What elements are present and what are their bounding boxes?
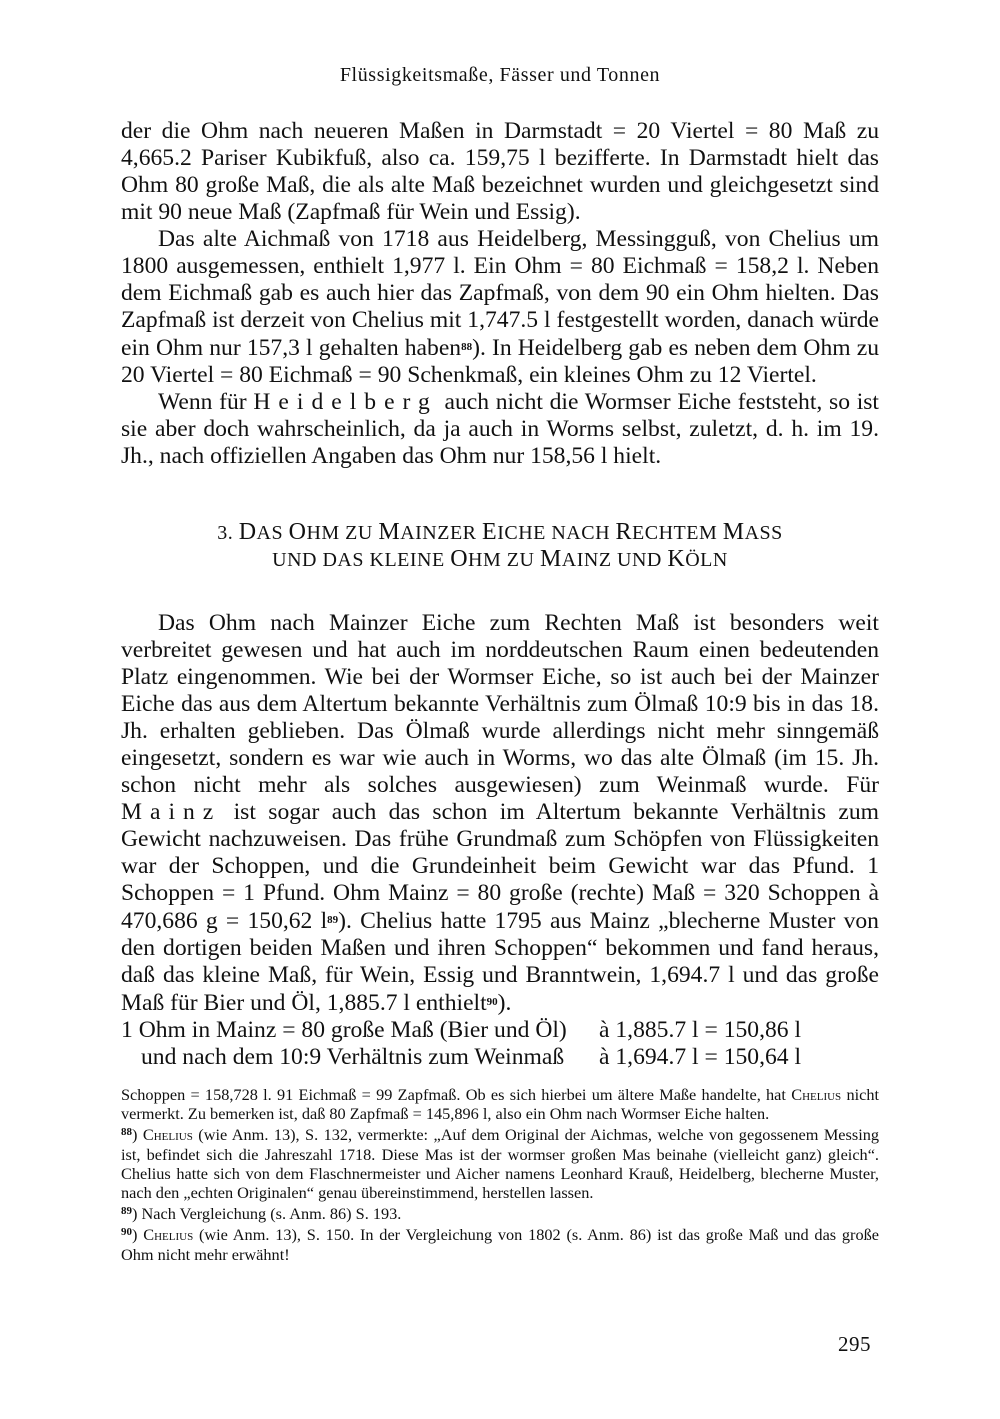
measure-value: à 1,885.7 l = 150,86 l	[599, 1017, 802, 1043]
footnote-90: $^{90}$) Chelius (wie Anm. 13), S. 150. In der Vergleichung von 1802 (s. Anm. 86) ist das große Maß und das große Ohm nicht mehr erwähnt!	[121, 1225, 879, 1264]
heading-small-caps: AINZ UND	[561, 549, 668, 571]
author-name: Chelius	[143, 1225, 194, 1245]
paragraph-darmstadt: der die Ohm nach neueren Maßen in Darmstadt = 20 Viertel = 80 Maß zu 4,665.2 Pariser Kubikfuß, also ca. 159,75 l bezifferte. In Darmstadt hielt das Ohm 80 große Maß, die als alte Maß bezeichnet wurden und gleichgesetzt sind mit 90 neue Maß (Zapfmaß für Wein und Essig).	[121, 118, 879, 225]
section-heading-title	[238, 519, 783, 545]
heading-small-caps: ASS	[744, 522, 783, 544]
author-name: Chelius	[791, 1085, 842, 1104]
heading-capital: E	[482, 519, 498, 545]
footnote-number: 89	[121, 1205, 132, 1218]
measure-label: und nach dem 10:9 Verhältnis zum Weinmaß	[141, 1044, 565, 1070]
heading-small-caps: HM ZU	[468, 549, 540, 571]
text-run: (wie Anm. 13), S. 150. In der Vergleichung von 1802 (s. Anm. 86) ist das große Maß und das große Ohm nicht mehr erwähnt!	[121, 1225, 879, 1264]
page-number: 295	[838, 1332, 871, 1356]
heading-capital: R	[615, 519, 633, 545]
heading-small-caps: UND DAS KLEINE	[272, 549, 451, 571]
text-run: Wenn für	[158, 389, 254, 415]
heading-small-caps: ECHTEM	[632, 522, 723, 544]
measure-row-bier-oel	[121, 1017, 879, 1044]
heading-small-caps: AINZER	[400, 522, 483, 544]
text-run: nicht vermerkt. Zu bemerken ist, daß 80 Zapfmaß = 145,896 l, also ein Ohm nach Wormser Eiche halten.	[121, 1085, 879, 1124]
text-run: Schoppen = 158,728 l. 91 Eichmaß = 99 Zapfmaß. Ob es sich hierbei um ältere Maße handelte, hat	[121, 1085, 792, 1104]
footnote-ref-88[interactable]: 88	[461, 341, 473, 353]
main-text	[121, 118, 879, 1071]
footnote-continuation	[121, 1085, 879, 1123]
heading-small-caps: ICHE NACH	[497, 522, 616, 544]
text-run: ist sogar auch das schon im Altertum bekannte Verhältnis zum Gewicht nachzuweisen. Das frühe Grundmaß zum Schöpfen von Flüssigkeiten war der Schoppen, und die Grundeinheit beim Gewicht war das Pfund. 1 Schoppen = 1 Pfund. Ohm Mainz = 80 große (rechte) Maß = 320 Schoppen à 470,686 g = 150,62 l	[121, 799, 879, 934]
text-run: Das Ohm nach Mainzer Eiche zum Rechten Maß ist besonders weit verbreitet gewesen und hat auch im norddeutschen Raum einen bedeutenden Platz eingenommen. Wie bei der Wormser Eiche, so ist auch bei der Mainzer Eiche das aus dem Altertum bekannte Verhältnis zum Ölmaß 10:9 bis in das 18. Jh. erhalten geblieben. Das Ölmaß wurde allerdings nicht mehr sinngemäß eingesetzt, sondern es war wie auch in Worms, wo das alte Ölmaß (im 15. Jh. schon nicht mehr als solches ausgewiesen) zum Weinmaß wurde. Für	[121, 610, 879, 798]
section-number: 3.	[217, 522, 234, 544]
text-run: ).	[497, 990, 512, 1016]
heading-capital: M	[378, 519, 401, 545]
footnote-89: $^{89}$) Nach Vergleichung (s. Anm. 86) S. 193.	[121, 1204, 402, 1224]
paragraph-mainzer-eiche	[121, 610, 879, 1017]
heading-small-caps: AS	[256, 522, 289, 544]
paragraph-heidelberg-aichmass	[121, 226, 879, 389]
running-header: Flüssigkeitsmaße, Fässer und Tonnen	[339, 64, 661, 86]
text-run: ). Chelius hatte 1795 aus Mainz „blecherne Muster von den dortigen beiden Maßen und ihren Schoppen“ bekommen und fand heraus, daß das kleine Maß, für Wein, Essig und Branntwein, 1,694.7 l und das große Maß für Bier und Öl, 1,885.7 l enthielt	[121, 908, 879, 1016]
author-name: Chelius	[142, 1125, 193, 1145]
text-run: Nach Vergleichung (s. Anm. 86) S. 193.	[137, 1204, 402, 1224]
heading-capital: M	[722, 519, 745, 545]
section-heading-line-2	[121, 546, 879, 573]
footnote-number: 90	[121, 1226, 132, 1239]
heading-small-caps: HM ZU	[306, 522, 379, 544]
footnote-ref-89[interactable]: 89	[327, 914, 339, 926]
text-run: ). In Heidelberg gab es neben dem Ohm zu 20 Viertel = 80 Eichmaß = 90 Schenkmaß, ein kleines Ohm zu 12 Viertel.	[121, 335, 879, 388]
heading-capital: M	[539, 546, 562, 572]
section-heading-line-1	[121, 519, 879, 546]
heading-capital: O	[288, 519, 307, 545]
heading-small-caps: ÖLN	[685, 549, 728, 571]
section-heading	[121, 519, 879, 573]
spaced-place-name: Mainz	[121, 799, 222, 825]
measure-value: à 1,694.7 l = 150,64 l	[599, 1044, 802, 1070]
measure-label: 1 Ohm in Mainz = 80 große Maß (Bier und Öl)	[121, 1017, 567, 1043]
text-run: (wie Anm. 13), S. 132, vermerkte: „Auf dem Original der Aichmas, welche von gegossenem Messing ist, befindet sich die Jahreszahl 1718. Diese Mas ist der wormser großen Mas beinahe (vielleicht ganz) gleich“. Chelius hatte sich von dem Flaschnermeister und Aicher namens Leonhard Krauß, Heidelberg, blecherne Muster, nach den „echten Originalen“ genau übereinstimmend, herstellen lassen.	[121, 1125, 879, 1203]
spaced-place-name: Heidelberg	[253, 389, 438, 415]
heading-capital: O	[450, 546, 469, 572]
footnotes	[121, 1085, 879, 1264]
measure-row-weinmass	[121, 1044, 879, 1071]
text-run: Das alte Aichmaß von 1718 aus Heidelberg, Messingguß, von Chelius um 1800 ausgemessen, enthielt 1,977 l. Ein Ohm = 80 Eichmaß = 158,2 l. Neben dem Eichmaß gab es auch hier das Zapfmaß, von dem 90 ein Ohm hielten. Das Zapfmaß ist derzeit von Chelius mit 1,747.5 l festgestellt worden, danach würde ein Ohm nur 157,3 l gehalten haben	[121, 226, 879, 361]
heading-capital: D	[238, 519, 257, 545]
text-run: auch nicht die Wormser Eiche feststeht, so ist sie aber doch wahrscheinlich, da ja auch in Worms selbst, zuletzt, d. h. im 19. Jh., nach offiziellen Angaben das Ohm nur 158,56 l hielt.	[121, 389, 879, 469]
footnote-88: $^{88}$) Chelius (wie Anm. 13), S. 132, vermerkte: „Auf dem Original der Aichmas, welche von gegossenem Messing ist, befindet sich die Jahreszahl 1718. Diese Mas ist der wormser großen Mas beinahe (vielleicht ganz) gleich“. Chelius hatte sich von dem Flaschnermeister und Aicher namens Leonhard Krauß, Heidelberg, blecherne Muster, nach den „echten Originalen“ genau übereinstimmend, herstellen lassen.	[121, 1125, 879, 1203]
heading-capital: K	[667, 546, 686, 572]
paragraph-wormser-eiche	[121, 389, 879, 470]
footnote-number: 88	[121, 1126, 132, 1139]
footnote-ref-90[interactable]: 90	[486, 996, 498, 1008]
